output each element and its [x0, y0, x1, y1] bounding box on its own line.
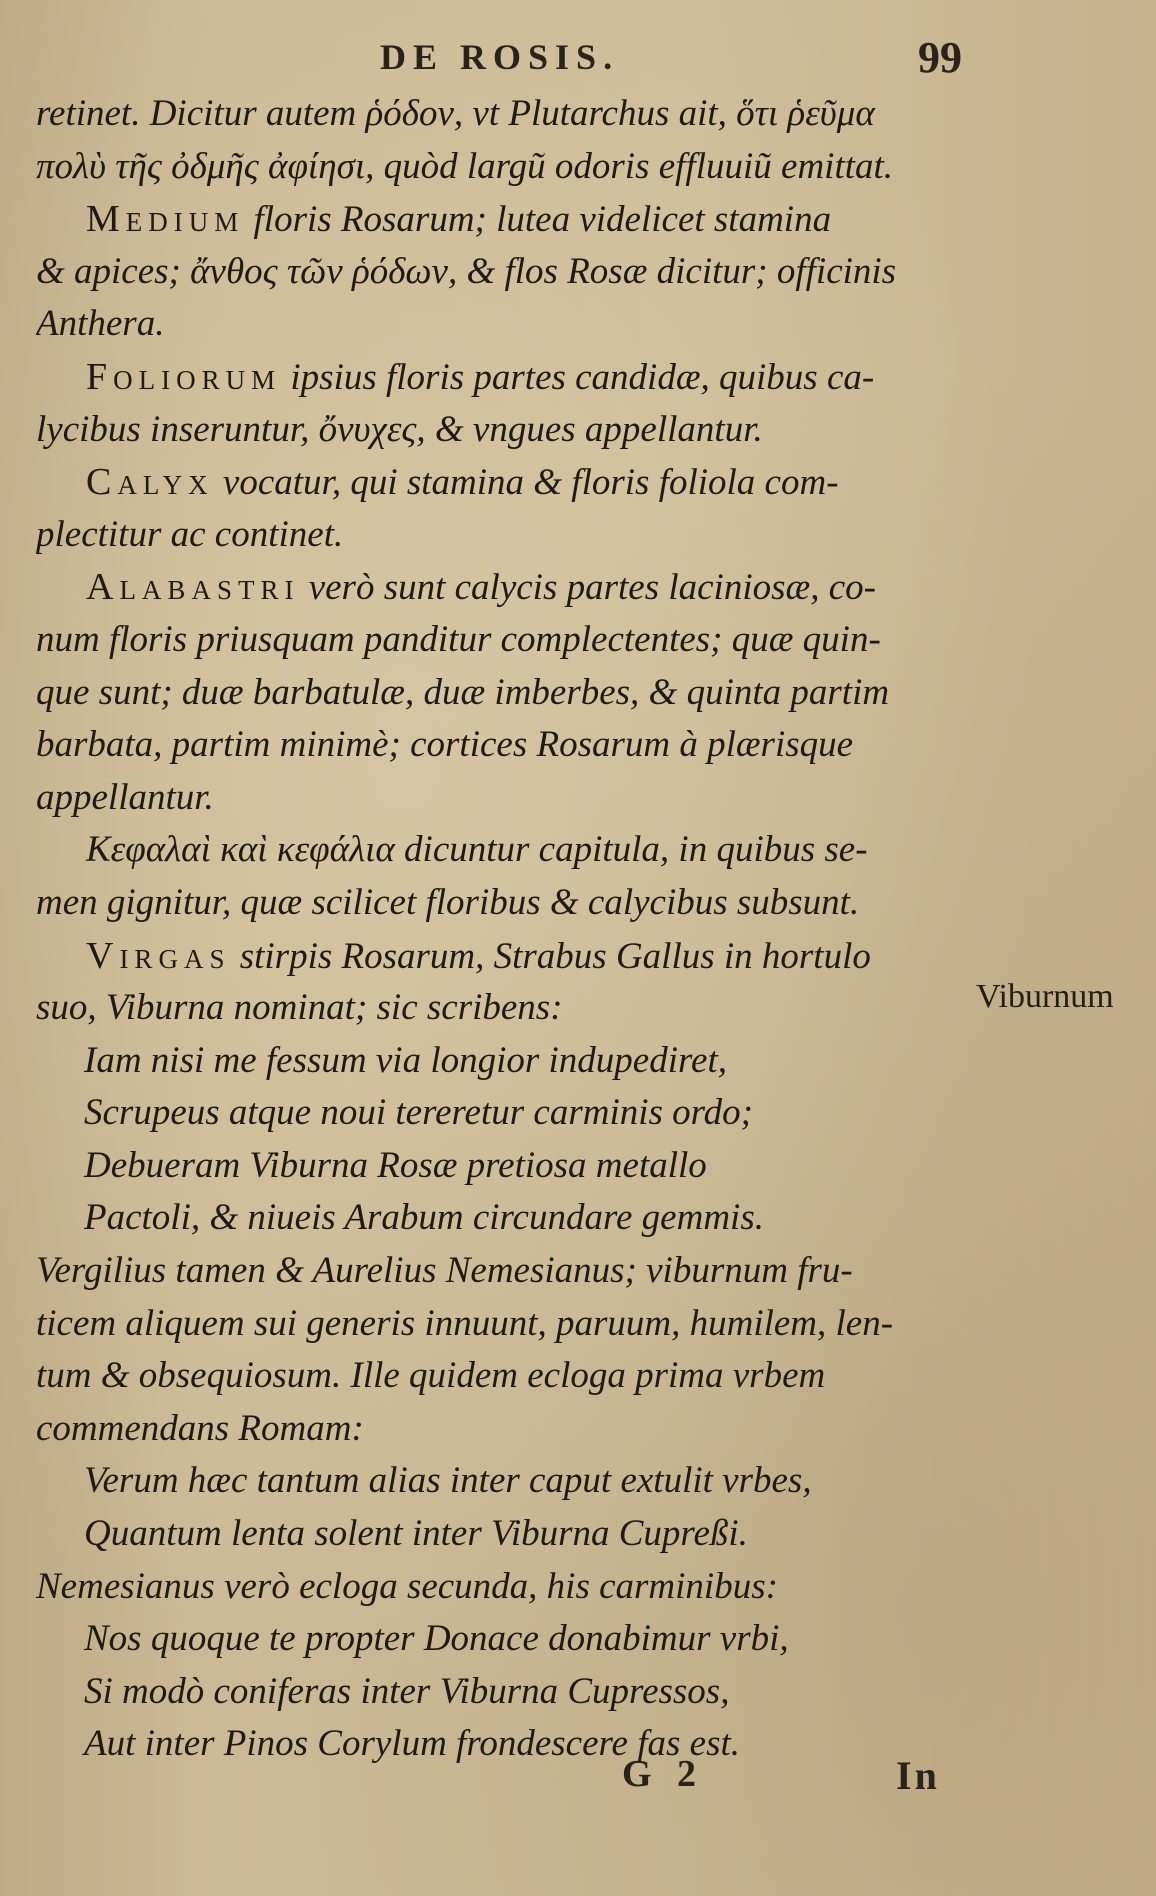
line-text: Iam nisi me fessum via longior indupediret, — [84, 1039, 727, 1081]
line-text: plectitur ac continet. — [36, 513, 344, 555]
line-text: lycibus inseruntur, ὄνυχες, & vngues appellantur. — [36, 408, 763, 450]
line-text: Pactoli, & niueis Arabum circundare gemmis. — [84, 1197, 764, 1239]
line-text: suo, Viburna nominat; sic scribens: — [36, 987, 563, 1029]
text-line — [36, 1298, 976, 1351]
text-line — [36, 88, 976, 141]
line-text: Nemesianus verò ecloga secunda, his carminibus: — [36, 1565, 778, 1607]
text-line — [36, 667, 976, 720]
line-text: num floris priusquam panditur complectentes; quæ quin- — [36, 618, 881, 660]
catchword: In — [896, 1753, 940, 1798]
line-text: men gignitur, quæ scilicet floribus & calycibus subsunt. — [36, 881, 860, 923]
line-text: & apices; ἄνθος τῶν ῥόδων, & flos Rosæ dicitur; officinis — [36, 250, 897, 292]
line-text: retinet. Dicitur autem ῥόδον, vt Plutarchus ait, ὅτι ῥεῦμα — [36, 93, 875, 134]
signature-mark: G 2 — [622, 1753, 705, 1795]
text-line — [36, 719, 976, 772]
verse-line — [36, 1508, 976, 1561]
line-text: ipsius floris partes candidæ, quibus ca- — [281, 356, 875, 398]
verse-line — [36, 1192, 976, 1245]
main-text — [36, 88, 976, 1771]
line-text: tum & obsequiosum. Ille quidem ecloga prima vrbem — [36, 1355, 826, 1397]
line-text: Κεφαλαὶ καὶ κεφάλια dicuntur capitula, in quibus se- — [86, 829, 868, 871]
line-text: barbata, partim minimè; cortices Rosarum à plærisque — [36, 724, 854, 766]
line-text: verò sunt calycis partes laciniosæ, co- — [299, 567, 876, 609]
verse-line — [36, 1035, 976, 1088]
line-text: appellantur. — [36, 776, 214, 818]
section-lead-word: Medium — [86, 198, 245, 241]
verse-line — [36, 1455, 976, 1508]
verse-line — [36, 1140, 976, 1193]
line-text: ticem aliquem sui generis innuunt, paruum, humilem, len- — [36, 1302, 894, 1344]
line-text: Scrupeus atque noui tereretur carminis ordo; — [84, 1092, 753, 1134]
line-text: Nos quoque te propter Donace donabimur vrbi, — [84, 1618, 789, 1660]
text-line — [36, 772, 976, 825]
verse-line — [36, 1666, 976, 1719]
text-line — [36, 509, 976, 562]
page-header — [0, 32, 1156, 86]
text-line — [36, 141, 976, 194]
text-line — [36, 351, 976, 404]
line-text: que sunt; duæ barbatulæ, duæ imberbes, & quinta partim — [36, 671, 890, 713]
verse-line — [36, 1613, 976, 1666]
text-line — [36, 1403, 976, 1456]
text-line — [36, 877, 976, 930]
text-line — [36, 930, 976, 983]
line-text: Aut inter Pinos Corylum frondescere fas est. — [84, 1723, 740, 1765]
section-lead-word: Alabastri — [86, 566, 300, 609]
text-line — [36, 561, 976, 614]
line-text: πολὺ τῆς ὀδμῆς ἀφίησι, quòd largũ odoris effluuiũ emittat. — [36, 145, 894, 187]
text-line — [36, 614, 976, 667]
text-line — [36, 456, 976, 509]
margin-note: Viburnum — [976, 978, 1114, 1015]
line-text: stirpis Rosarum, Strabus Gallus in hortulo — [230, 935, 871, 977]
text-line — [36, 1350, 976, 1403]
line-text: Debueram Viburna Rosæ pretiosa metallo — [84, 1144, 707, 1186]
line-text: commendans Romam: — [36, 1407, 364, 1449]
text-line — [36, 298, 976, 351]
text-line — [36, 246, 976, 299]
line-text: Vergilius tamen & Aurelius Nemesianus; viburnum fru- — [36, 1250, 853, 1292]
line-text: Anthera. — [36, 303, 165, 345]
text-line — [36, 982, 976, 1035]
page-footer — [0, 1752, 1156, 1812]
text-line — [36, 824, 976, 877]
text-line — [36, 1245, 976, 1298]
page-number: 99 — [918, 33, 962, 82]
verse-line — [36, 1087, 976, 1140]
running-head: DE ROSIS. — [380, 37, 620, 77]
section-lead-word: Calyx — [86, 461, 214, 504]
text-line — [36, 193, 976, 246]
section-lead-word: Virgas — [86, 934, 231, 977]
text-line — [36, 1561, 976, 1614]
line-text: Si modò coniferas inter Viburna Cupressos, — [84, 1670, 730, 1712]
line-text: Quantum lenta solent inter Viburna Cupreßi. — [84, 1513, 748, 1555]
line-text: Verum hæc tantum alias inter caput extulit vrbes, — [84, 1460, 812, 1502]
line-text: floris Rosarum; lutea videlicet stamina — [244, 199, 832, 241]
text-line — [36, 404, 976, 457]
section-lead-word: Foliorum — [86, 355, 282, 398]
line-text: vocatur, qui stamina & floris foliola com- — [213, 462, 839, 504]
